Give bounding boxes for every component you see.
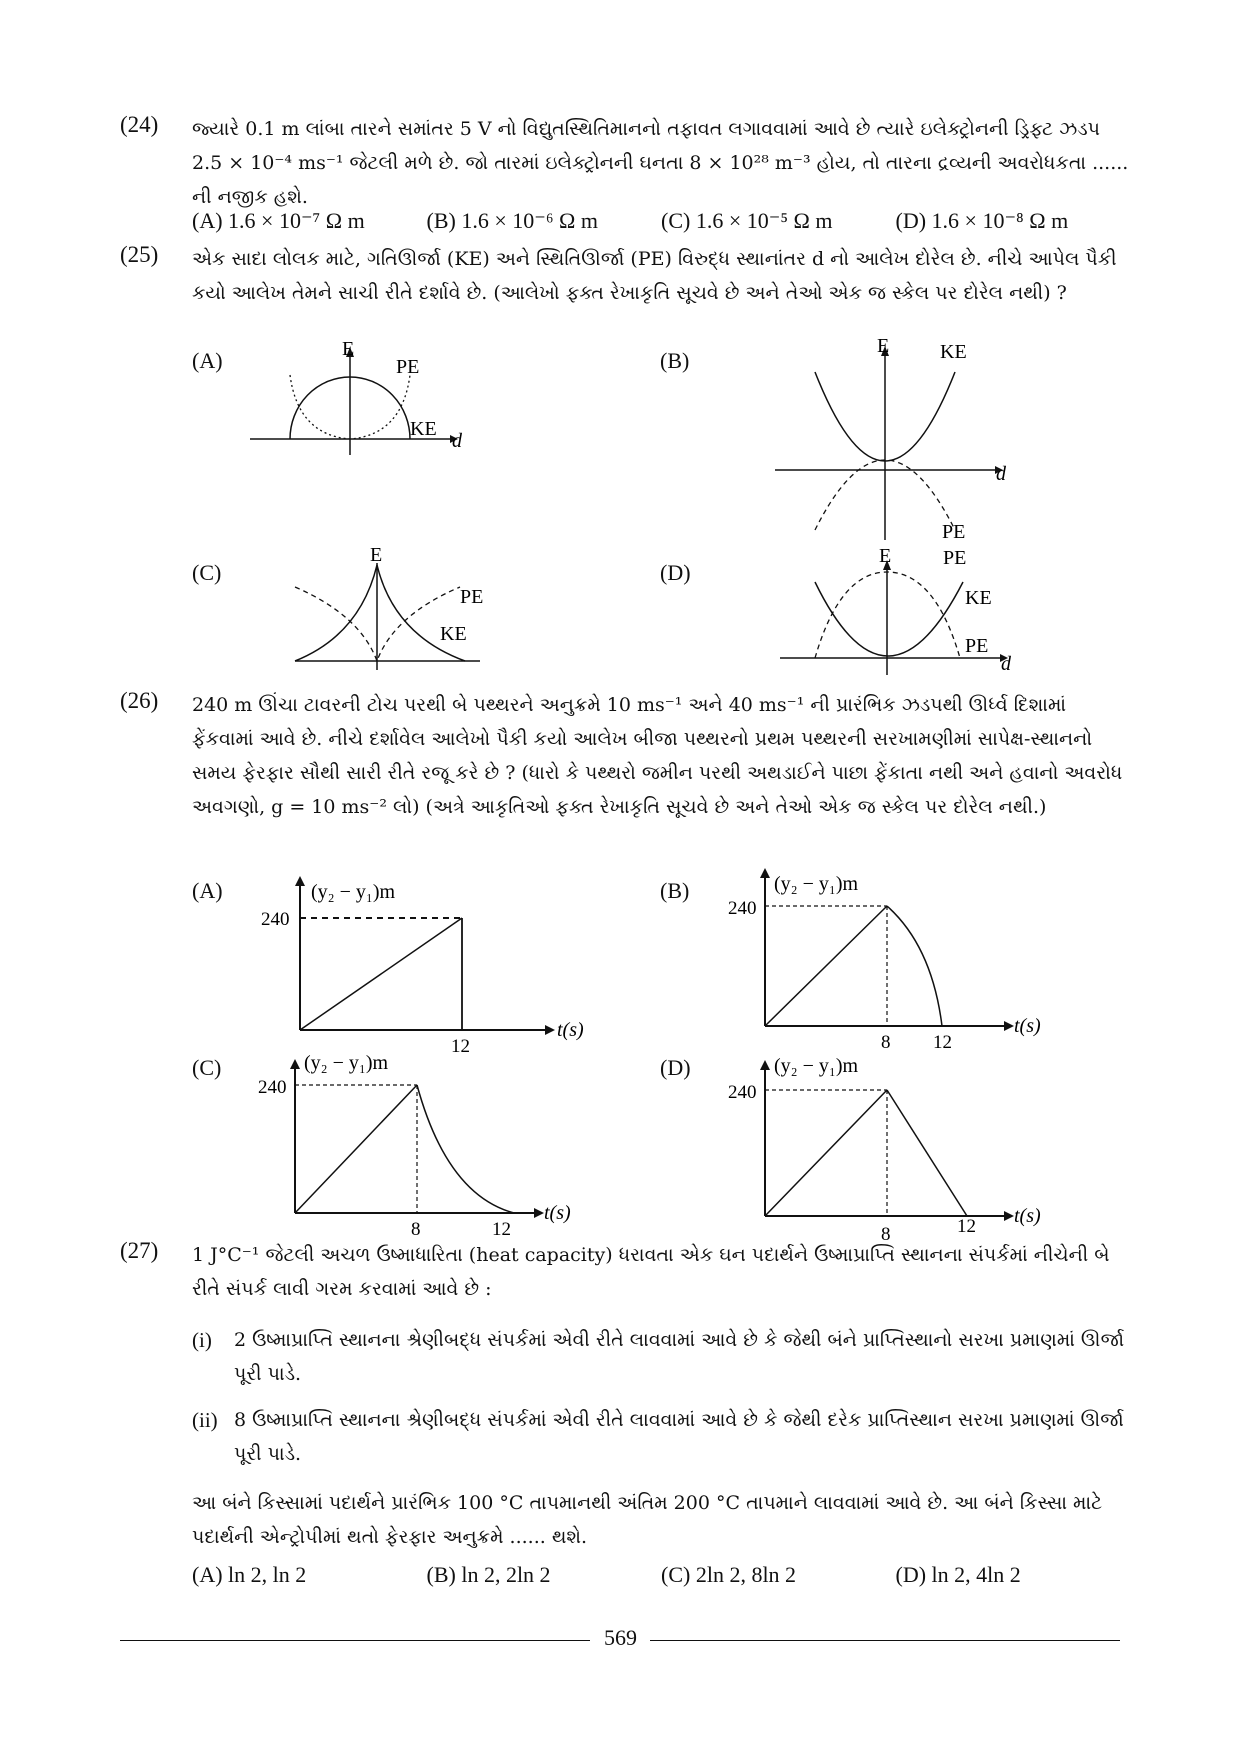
ke-label: KE (965, 587, 992, 609)
question-number: (26) (120, 688, 159, 713)
ke-label: KE (440, 623, 467, 645)
graph-c-label: (C) (192, 1055, 222, 1080)
x-label: t(s) (1014, 1205, 1041, 1227)
question-text: એક સાદા લોલક માટે, ગતિઊર્જા (KE) અને સ્થિતિઊર્જા (PE) વિરુદ્ધ સ્થાનાંતર d નો આલેખ દોરેલ છે. નીચે આપેલ પૈકી કયો આલેખ તેમને સાચી રીતે દર્શાવે છે. (આલેખો ફક્ત રેખાકૃતિ સૂચવે છે અને તેઓ એક જ સ્કેલ પર દોરેલ નથી) ? (192, 248, 1117, 304)
graph-26b (722, 866, 1082, 1056)
axis-d: d (452, 430, 462, 452)
case-i-number: (i) (192, 1328, 212, 1352)
x-label: t(s) (1014, 1015, 1041, 1037)
options-row (192, 208, 1130, 234)
y-label: (y₂ − y₁)m (311, 881, 396, 903)
graph-a-label: (A) (192, 348, 223, 373)
y240: 240 (728, 898, 757, 919)
graph-c-label: (C) (192, 560, 222, 585)
graph-26a (255, 870, 615, 1060)
y240: 240 (258, 1077, 287, 1098)
graph-25c (290, 545, 500, 675)
pe-label: PE (460, 586, 484, 608)
graph-b-label: (B) (660, 348, 690, 373)
option-b: (B) 1.6 × 10⁻⁶ Ω m (426, 208, 598, 233)
option-c: (C) 2ln 2, 8ln 2 (661, 1562, 797, 1587)
pe-label: PE (943, 547, 967, 569)
axis-e: E (877, 335, 890, 357)
graph-b-label: (B) (660, 878, 690, 903)
pe-label: PE (396, 356, 420, 378)
axis-e: E (879, 545, 892, 567)
question-27 (120, 1238, 1130, 1598)
option-c: (C) 1.6 × 10⁻⁵ Ω m (661, 208, 833, 233)
y240: 240 (261, 909, 290, 930)
graph-25a (240, 335, 480, 465)
case-ii (192, 1403, 1130, 1473)
case-ii-text: 8 ઉષ્માપ્રાપ્તિ સ્થાનના શ્રેણીબદ્ધ સંપર્કમાં એવી રીતે લાવવામાં આવે છે કે જેથી દરેક પ્રાપ્તિસ્થાન સરખા પ્રમાણમાં ઊર્જા પૂરી પાડે. (234, 1409, 1124, 1465)
pe-label: PE (942, 521, 966, 540)
graph-25d (775, 540, 1035, 680)
question-number: (25) (120, 242, 159, 267)
x8: 8 (881, 1224, 891, 1245)
graph-a-label: (A) (192, 878, 223, 903)
x12: 12 (451, 1036, 470, 1057)
x-label: t(s) (557, 1019, 584, 1041)
case-i (192, 1323, 1130, 1393)
options-row (192, 1562, 1130, 1588)
y-label: (y₂ − y₁)m (774, 873, 859, 895)
graph-26c (252, 1045, 612, 1245)
graph-26d (722, 1048, 1082, 1248)
x12: 12 (933, 1032, 952, 1053)
page-number: 569 (604, 1625, 637, 1650)
question-tail: આ બંને કિસ્સામાં પદાર્થને પ્રારંભિક 100 °C તાપમાનથી અંતિમ 200 °C તાપમાને લાવવામાં આવે છે. આ બંને કિસ્સા માટે પદાર્થની એન્ટ્રોપીમાં થતો ફેરફાર અનુક્રમે ...... થશે. (192, 1492, 1103, 1548)
graph-d-label: (D) (660, 1055, 691, 1080)
x-label: t(s) (544, 1202, 571, 1224)
x12: 12 (957, 1216, 976, 1237)
question-26 (120, 688, 1130, 868)
graph-d-label: (D) (660, 560, 691, 585)
question-number: (27) (120, 1238, 159, 1263)
axis-e: E (370, 545, 383, 566)
question-text: જ્યારે 0.1 m લાંબા તારને સમાંતર 5 V નો વિદ્યુતસ્થિતિમાનનો તફાવત લગાવવામાં આવે છે ત્યારે ઇલેક્ટ્રોનની ડ્રિફ્ટ ઝડપ 2.5 × 10⁻⁴ ms⁻¹ જેટલી મળે છે. જો તારમાં ઇલેક્ટ્રોનની ઘનતા 8 × 10²⁸ m⁻³ હોય, તો તારના દ્રવ્યની અવરોધકતા ...... ની નજીક હશે. (192, 118, 1129, 208)
option-a: (A) 1.6 × 10⁻⁷ Ω m (192, 208, 365, 233)
option-d: (D) 1.6 × 10⁻⁸ Ω m (895, 208, 1069, 233)
case-ii-number: (ii) (192, 1408, 218, 1432)
question-text: 240 m ઊંચા ટાવરની ટોચ પરથી બે પથ્થરને અનુક્રમે 10 ms⁻¹ અને 40 ms⁻¹ ની પ્રારંભિક ઝડપથી ઊર્ધ્વ દિશામાં ફેંકવામાં આવે છે. નીચે દર્શાવેલ આલેખો પૈકી કયો આલેખ બીજા પથ્થરનો પ્રથમ પથ્થરની સરખામણીમાં સાપેક્ષ-સ્થાનનો સમય ફેરફાર સૌથી સારી રીતે રજૂ કરે છે ? (ધારો કે પથ્થરો જમીન પરથી અથડાઈને પાછા ફેંકાતા નથી અને હવાનો અવરોધ અવગણો, g = 10 ms⁻² લો) (અત્રે આકૃતિઓ ફક્ત રેખાકૃતિ સૂચવે છે અને તેઓ એક જ સ્કેલ પર દોરેલ નથી.) (192, 694, 1123, 818)
option-a: (A) ln 2, ln 2 (192, 1562, 307, 1587)
question-number: (24) (120, 112, 159, 137)
ke-label: KE (410, 418, 437, 440)
axis-d: d (1001, 653, 1011, 675)
y240: 240 (728, 1082, 757, 1103)
case-i-text: 2 ઉષ્માપ્રાપ્તિ સ્થાનના શ્રેણીબદ્ધ સંપર્કમાં એવી રીતે લાવવામાં આવે છે કે જેથી બંને પ્રાપ્તિસ્થાનો સરખા પ્રમાણમાં ઊર્જા પૂરી પાડે. (234, 1329, 1125, 1385)
x8: 8 (881, 1032, 891, 1053)
y-label: (y₂ − y₁)m (774, 1055, 859, 1077)
y-label: (y₂ − y₁)m (304, 1052, 389, 1074)
question-text: 1 J°C⁻¹ જેટલી અચળ ઉષ્માધારિતા (heat capacity) ધરાવતા એક ઘન પદાર્થને ઉષ્માપ્રાપ્તિ સ્થાનના સંપર્કમાં નીચેની બે રીતે સંપર્ક લાવી ગરમ કરવામાં આવે છે : (192, 1244, 1110, 1300)
x12: 12 (492, 1219, 511, 1240)
option-b: (B) ln 2, 2ln 2 (426, 1562, 551, 1587)
option-d: (D) ln 2, 4ln 2 (895, 1562, 1021, 1587)
graph-25b (770, 330, 1040, 540)
pe-label-2: PE (965, 635, 989, 657)
axis-e: E (342, 338, 355, 360)
axis-d: d (996, 463, 1006, 485)
ke-label: KE (940, 341, 967, 363)
x8: 8 (411, 1219, 421, 1240)
